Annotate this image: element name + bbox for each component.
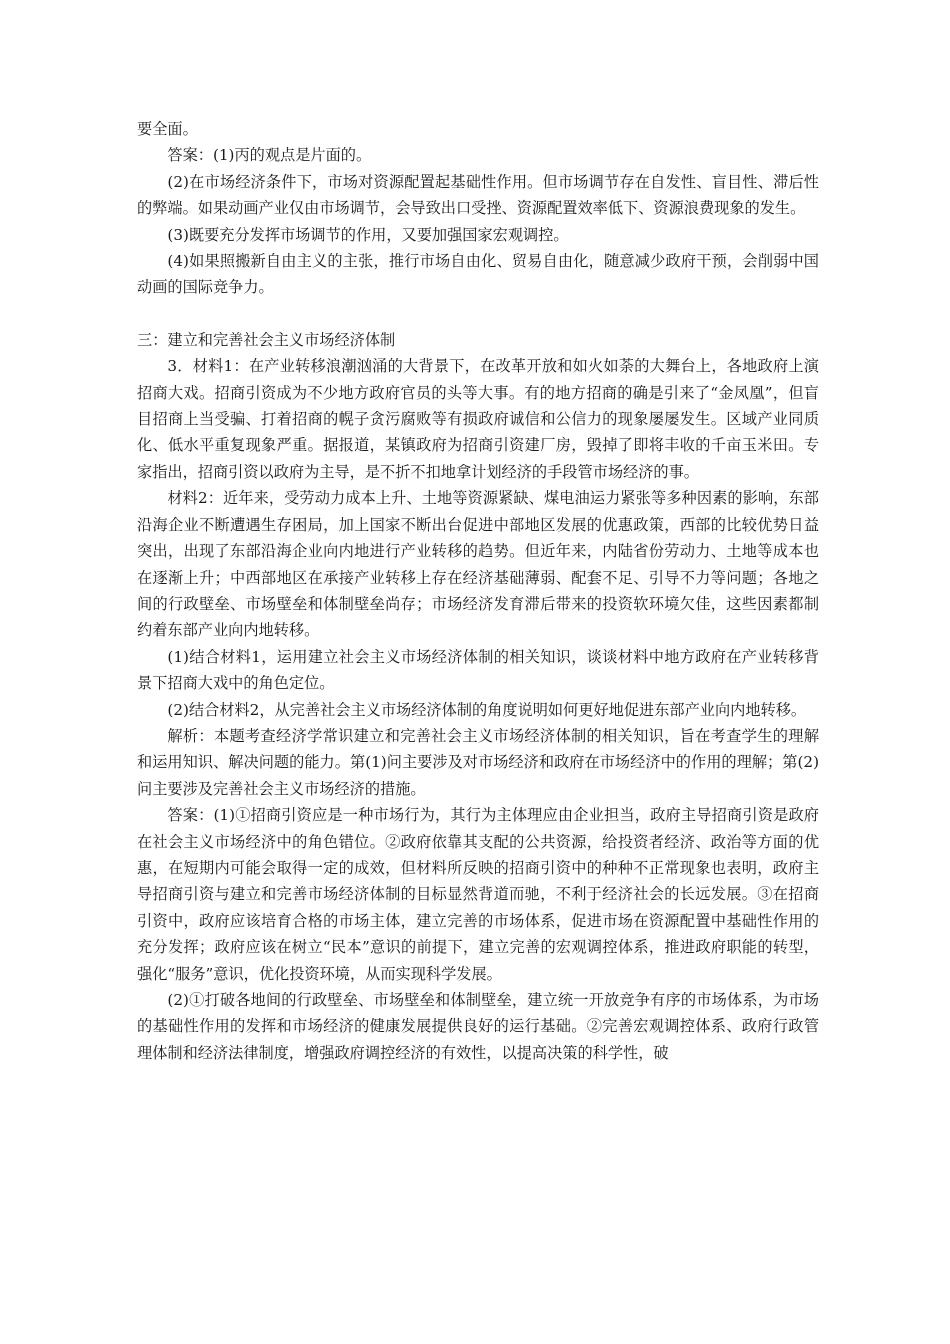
question-3-sub-1: (1)结合材料1，运用建立社会主义市场经济体制的相关知识，谈谈材料中地方政府在产业转移背景下招商大戏中的角色定位。 [137,647,819,693]
question-3-material-1: 3．材料1：在产业转移浪潮汹涌的大背景下，在改革开放和如火如荼的大舞台上，各地政府上演招商大戏。招商引资成为不少地方政府官员的头等大事。有的地方招商的确是引来了“金凤凰”，但盲目招商上当受骗、打着招商的幌子贪污腐败等有损政府诚信和公信力的现象屡屡发生。区域产业同质化、低水平重复现象严重。据报道，某镇政府为招商引资建厂房，毁掉了即将丰收的千亩玉米田。专家指出，招商引资以政府为主导，是不折不扣地拿计划经济的手段管市场经济的事。 [137,357,819,481]
question-3-answer-1: 答案：(1)①招商引资应是一种市场行为，其行为主体理应由企业担当，政府主导招商引资是政府在社会主义市场经济中的角色错位。②政府依靠其支配的公共资源，给投资者经济、政治等方面的优惠，在短期内可能会取得一定的成效，但材料所反映的招商引资中的种种不正常现象也表明，政府主导招商引资与建立和完善市场经济体制的目标显然背道而驰，不利于经济社会的长远发展。③在招商引资中，政府应该培育合格的市场主体，建立完善的市场体系，促进市场在资源配置中基础性作用的充分发挥；政府应该在树立“民本”意识的前提下，建立完善的宏观调控体系，推进政府职能的转型，强化“服务”意识，优化投资环境，从而实现科学发展。 [137,806,819,983]
question-3-sub-2: (2)结合材料2，从完善社会主义市场经济体制的角度说明如何更好地促进东部产业向内地转移。 [167,700,807,719]
answer-1-heading: 答案：(1)丙的观点是片面的。 [167,146,372,165]
question-3-answer-2: (2)①打破各地间的行政壁垒、市场壁垒和体制壁垒，建立统一开放竞争有序的市场体系，为市场的基础性作用的发挥和市场经济的健康发展提供良好的运行基础。②完善宏观调控体系、政府行政管理体制和经济法律制度，增强政府调控经济的有效性，以提高决策的科学性，破 [137,991,819,1062]
answer-1-part-3: (3)既要充分发挥市场调节的作用，又要加强国家宏观调控。 [167,225,569,244]
answer-1-part-2: (2)在市场经济条件下，市场对资源配置起基础性作用。但市场调节存在自发性、盲目性、滞后性的弊端。如果动画产业仅由市场调节，会导致出口受挫、资源配置效率低下、资源浪费现象的发生。 [137,172,819,218]
document-body [137,116,819,1066]
text-continuation: 要全面。 [137,120,198,138]
answer-1-part-4: (4)如果照搬新自由主义的主张，推行市场自由化、贸易自由化，随意减少政府干预，会削弱中国动画的国际竞争力。 [137,252,819,297]
question-3-material-2: 材料2：近年来，受劳动力成本上升、土地等资源紧缺、煤电油运力紧张等多种因素的影响，东部沿海企业不断遭遇生存困局，加上国家不断出台促进中部地区发展的优惠政策，西部的比较优势日益突出，出现了东部沿海企业向内地进行产业转移的趋势。但近年来，内陆省份劳动力、土地等成本也在逐渐上升；中西部地区在承接产业转移上存在经济基础薄弱、配套不足、引导不力等问题；各地之间的行政壁垒、市场壁垒和体制壁垒尚存；市场经济发育滞后带来的投资软环境欠佳，这些因素都制约着东部产业向内地转移。 [137,489,819,640]
section-heading: 三：建立和完善社会主义市场经济体制 [137,330,396,349]
question-3-analysis: 解析：本题考查经济学常识建立和完善社会主义市场经济体制的相关知识，旨在考查学生的理解和运用知识、解决问题的能力。第(1)问主要涉及对市场经济和政府在市场经济中的作用的理解；第(2)问主要涉及完善社会主义市场经济的措施。 [137,726,819,798]
